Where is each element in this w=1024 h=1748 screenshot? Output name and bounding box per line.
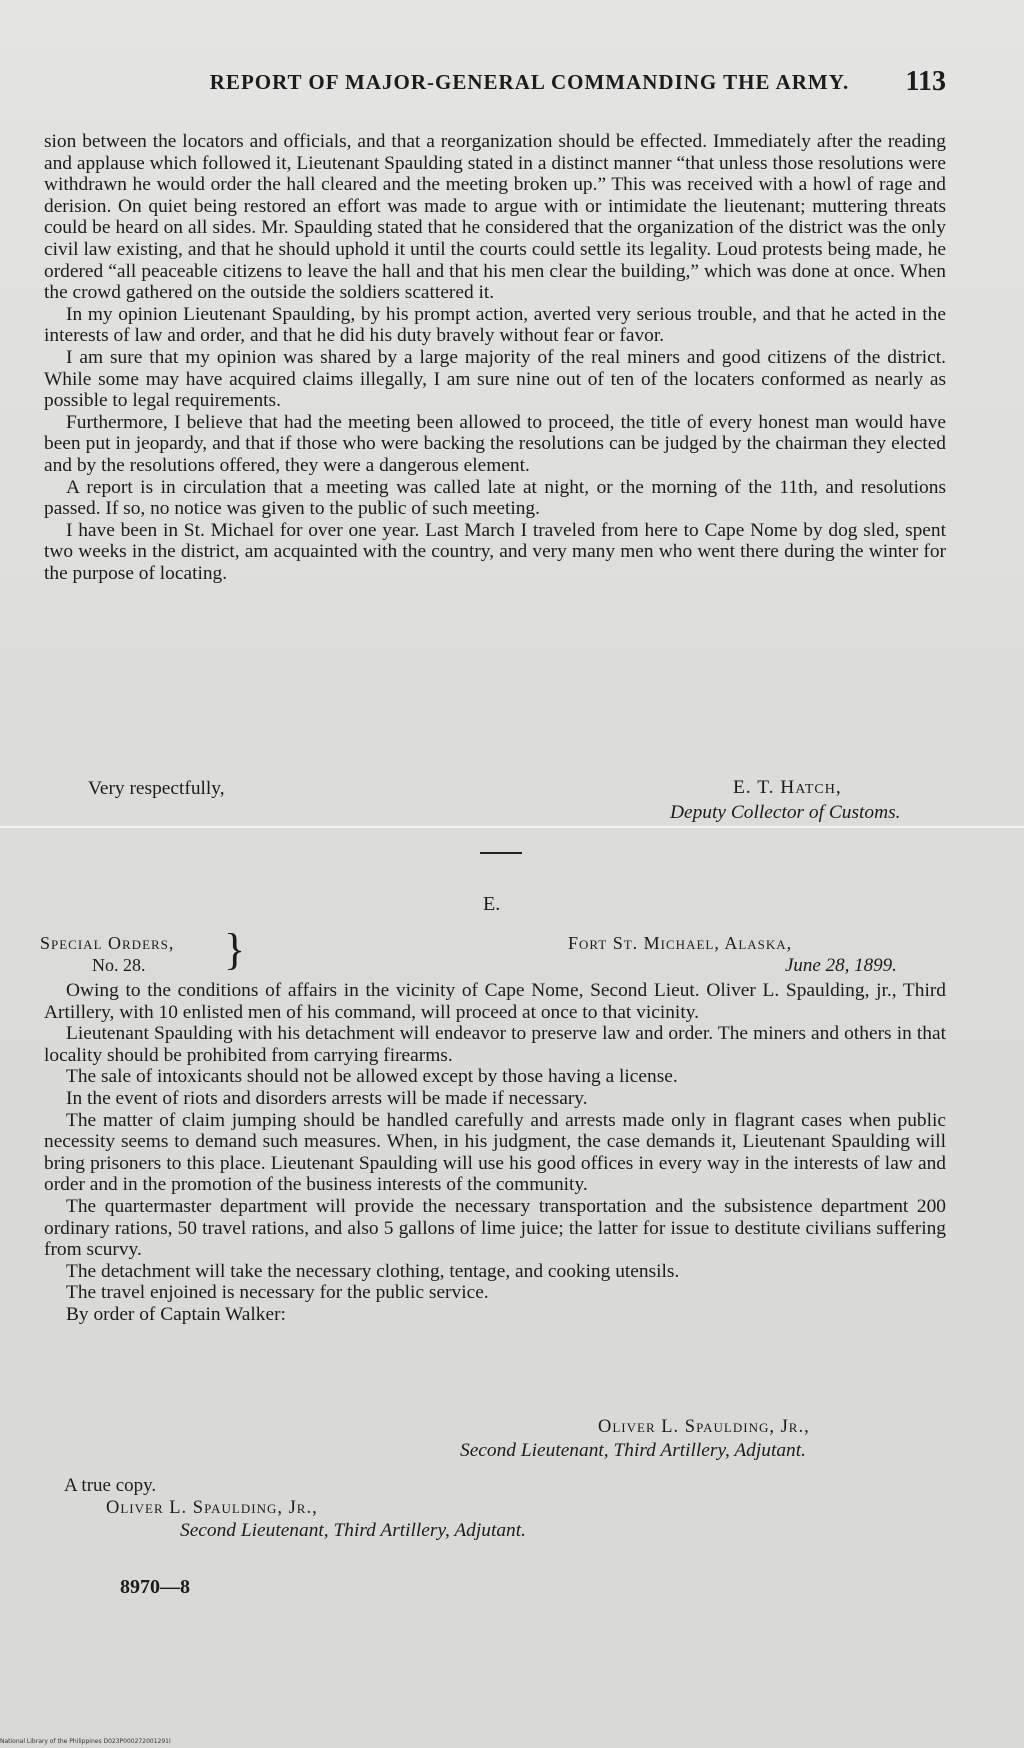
orders-brace: } <box>224 925 246 974</box>
orders-paragraph: In the event of riots and disorders arrests will be made if necessary. <box>66 1087 588 1109</box>
section-divider <box>480 852 522 854</box>
letter-signer-title: Deputy Collector of Customs. <box>670 802 901 823</box>
page-number: 113 <box>905 66 946 97</box>
orders-signer-title: Second Lieutenant, Third Artillery, Adjutant. <box>460 1440 806 1461</box>
orders-paragraph: Lieutenant Spaulding with his detachment will endeavor to preserve law and order. The miners and others in that locality should be prohibited from carrying firearms. <box>44 1023 946 1066</box>
orders-body <box>44 980 946 1326</box>
true-copy-label: A true copy. <box>64 1475 157 1496</box>
special-orders-number: No. 28. <box>92 955 146 975</box>
orders-paragraph: By order of Captain Walker: <box>66 1303 286 1325</box>
orders-paragraph: The matter of claim jumping should be handled carefully and arrests made only in flagrant cases when public necessity seems to demand such measures. When, in his judgment, the case demands it, Lieutenant Spaulding will bring prisoners to this place. Lieutenant Spaulding will use his good offices in every way in the interests of law and order and in the promotion of the business interests of the community. <box>44 1109 946 1196</box>
orders-signer-name: Oliver L. Spaulding, Jr., <box>598 1417 810 1437</box>
letter-paragraph: A report is in circulation that a meeting was called late at night, or the morning of the 11th, and resolutions passed. If so, no notice was given to the public of such meeting. <box>44 476 946 520</box>
orders-paragraph: The travel enjoined is necessary for the public service. <box>66 1282 489 1304</box>
running-header: REPORT OF MAJOR-GENERAL COMMANDING THE ARMY. <box>209 70 850 94</box>
letter-paragraph: Furthermore, I believe that had the meeting been allowed to proceed, the title of every honest man would have been put in jeopardy, and that if those who were backing the resolutions can be judged by the chairman they elected and by the resolutions offered, they were a dangerous element. <box>44 411 946 476</box>
special-orders-label: Special Orders, <box>40 933 175 953</box>
letter-paragraph: I am sure that my opinion was shared by a large majority of the real miners and good citizens of the district. While some may have acquired claims illegally, I am sure nine out of ten of the locaters conformed as nearly as possible to legal requirements. <box>44 346 946 412</box>
letter-signer-name: E. T. Hatch, <box>733 777 842 798</box>
letter-closing: Very respectfully, <box>88 778 225 799</box>
letter-paragraph: sion between the locators and officials, and that a reorganization should be effected. Immediately after the reading and applause which followed it, Lieutenant Spaulding stated in a distinct manner “that unless those resolutions were withdrawn he would order the hall cleared and the meeting broken up.” This was received with a howl of rage and derision. On quiet being restored an effort was made to argue with or intimidate the lieutenant; muttering threats could be heard on all sides. Mr. Spaulding stated that he considered that the organization of the district was the only civil law existing, and that he should uphold it until the courts could settle its legality. Loud protests being made, he ordered “all peaceable citizens to leave the hall and that his men clear the building,” which was done at once. When the crowd gathered on the outside the soldiers scattered it. <box>44 131 946 304</box>
scan-credit-footer: National Library of the Philippines D023P000272001291I <box>0 1738 171 1745</box>
scan-fold-line <box>0 826 1024 828</box>
orders-location: Fort St. Michael, Alaska, <box>568 933 793 953</box>
copy-signer-title: Second Lieutenant, Third Artillery, Adjutant. <box>180 1520 526 1541</box>
letter-paragraph: In my opinion Lieutenant Spaulding, by his prompt action, averted very serious trouble, and that he acted in the interests of law and order, and that he did his duty bravely without fear or favor. <box>44 303 946 347</box>
orders-paragraph: The detachment will take the necessary clothing, tentage, and cooking utensils. <box>66 1260 680 1282</box>
printer-signature-mark: 8970—8 <box>120 1576 190 1598</box>
orders-paragraph: The sale of intoxicants should not be allowed except by those having a license. <box>66 1066 678 1088</box>
section-heading: E. <box>483 893 501 915</box>
letter-paragraph: I have been in St. Michael for over one year. Last March I traveled from here to Cape Nome by dog sled, spent two weeks in the district, am acquainted with the country, and very many men who went there during the winter for the purpose of locating. <box>44 519 946 584</box>
orders-date: June 28, 1899. <box>785 955 897 976</box>
copy-signer-name: Oliver L. Spaulding, Jr., <box>106 1498 318 1518</box>
letter-body <box>44 131 946 584</box>
orders-paragraph: Owing to the conditions of affairs in the vicinity of Cape Nome, Second Lieut. Oliver L. Spaulding, jr., Third Artillery, with 10 enlisted men of his command, will proceed at once to that vicinity. <box>44 980 946 1023</box>
orders-paragraph: The quartermaster department will provide the necessary transportation and the subsistence department 200 ordinary rations, 50 travel rations, and also 5 gallons of lime juice; the latter for issue to destitute civilians suffering from scurvy. <box>44 1195 946 1261</box>
